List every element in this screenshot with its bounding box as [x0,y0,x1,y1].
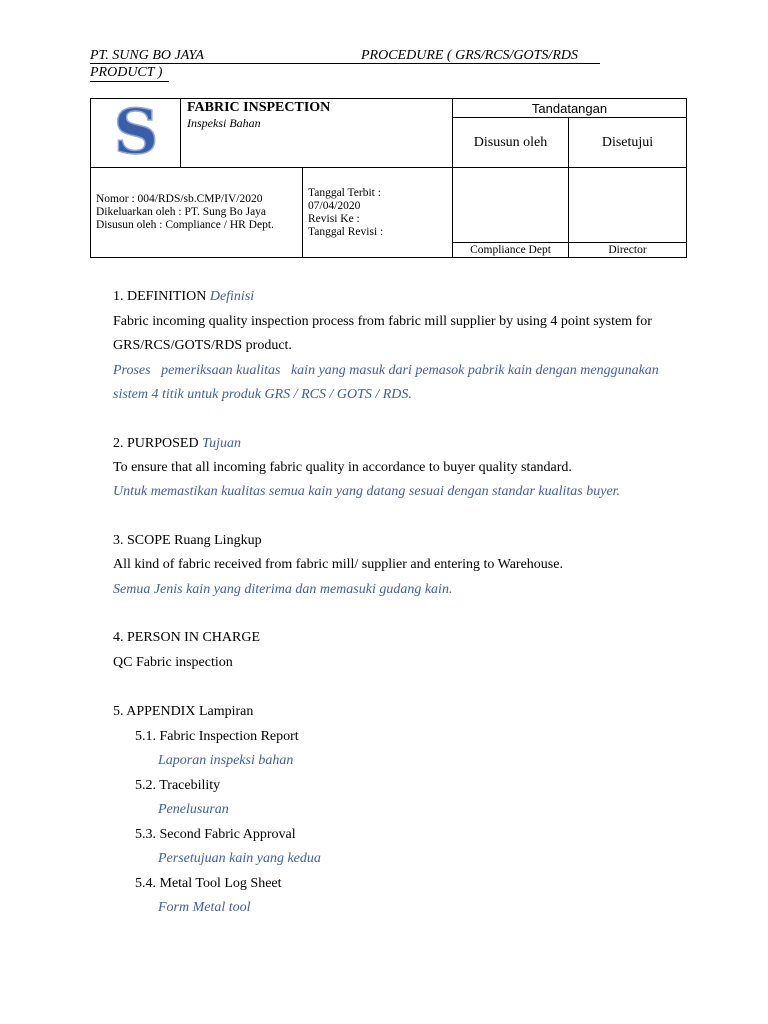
appendix-item: 5.4. Metal Tool Log Sheet [135,876,282,891]
title-cell [181,99,453,168]
approved-by-role: Director [569,243,687,258]
revision-label: Revisi Ke : [308,212,360,225]
approved-label: Disetujui [569,118,687,168]
signature-header: Tandatangan [453,99,687,118]
logo-cell [91,99,181,168]
prepared-by-dept: Compliance Dept [453,243,569,258]
company-logo-icon [106,101,166,161]
appendix-item-id: Form Metal tool [158,900,251,915]
purpose-heading: 2. PURPOSED Tujuan [113,436,241,451]
prepared-label: Disusun oleh [453,118,569,168]
doc-date-cell [303,168,453,258]
header-procedure-cont: PRODUCT ) [90,65,163,80]
issue-date-label: Tanggal Terbit : [308,186,381,199]
definition-heading: 1. DEFINITION Definisi [113,289,255,304]
revision-date-label: Tanggal Revisi : [308,225,384,238]
doc-title-id: Inspeksi Bahan [187,116,261,130]
appendix-item: 5.1. Fabric Inspection Report [135,729,299,744]
scope-text: All kind of fabric received from fabric mill/ supplier and entering to Warehouse. [113,557,563,572]
definition-text-id-2: sistem 4 titik untuk produk GRS / RCS / GOTS / RDS. [113,387,412,402]
doc-info-cell [91,168,303,258]
signature-box-prepared [453,168,569,243]
scope-heading: 3. SCOPE Ruang Lingkup [113,533,262,548]
signature-box-approved [569,168,687,243]
appendix-item-id: Penelusuran [158,802,229,817]
purpose-text: To ensure that all incoming fabric quality in accordance to buyer quality standard. [113,460,572,475]
header-underline-2 [90,81,169,82]
doc-issued-by: Dikeluarkan oleh : PT. Sung Bo Jaya [96,206,267,218]
definition-text-2: GRS/RCS/GOTS/RDS product. [113,338,292,353]
purpose-text-id: Untuk memastikan kualitas semua kain yang datang sesuai dengan standar kualitas buyer. [113,484,621,499]
doc-number: Nomor : 004/RDS/sb.CMP/IV/2020 [96,193,263,205]
appendix-heading: 5. APPENDIX Lampiran [113,704,254,719]
header-company: PT. SUNG BO JAYA [90,48,204,63]
svg-text:S: S [113,100,158,161]
appendix-item: 5.2. Tracebility [135,778,221,793]
scope-text-id: Semua Jenis kain yang diterima dan memasuki gudang kain. [113,582,453,597]
pic-text: QC Fabric inspection [113,655,233,670]
header-procedure: PROCEDURE ( GRS/RCS/GOTS/RDS [361,48,578,63]
definition-text-id: Proses pemeriksaan kualitas kain yang masuk dari pemasok pabrik kain dengan menggunakan [113,363,659,378]
doc-prepared-by: Disusun oleh : Compliance / HR Dept. [96,219,274,231]
definition-text: Fabric incoming quality inspection process from fabric mill supplier by using 4 point system for [113,314,652,329]
pic-heading: 4. PERSON IN CHARGE [113,630,261,645]
appendix-item-id: Laporan inspeksi bahan [158,753,294,768]
appendix-item-id: Persetujuan kain yang kedua [158,851,321,866]
document-control-table [90,98,687,258]
issue-date: 07/04/2020 [308,199,361,212]
appendix-item: 5.3. Second Fabric Approval [135,827,296,842]
doc-title: FABRIC INSPECTION [187,100,331,115]
